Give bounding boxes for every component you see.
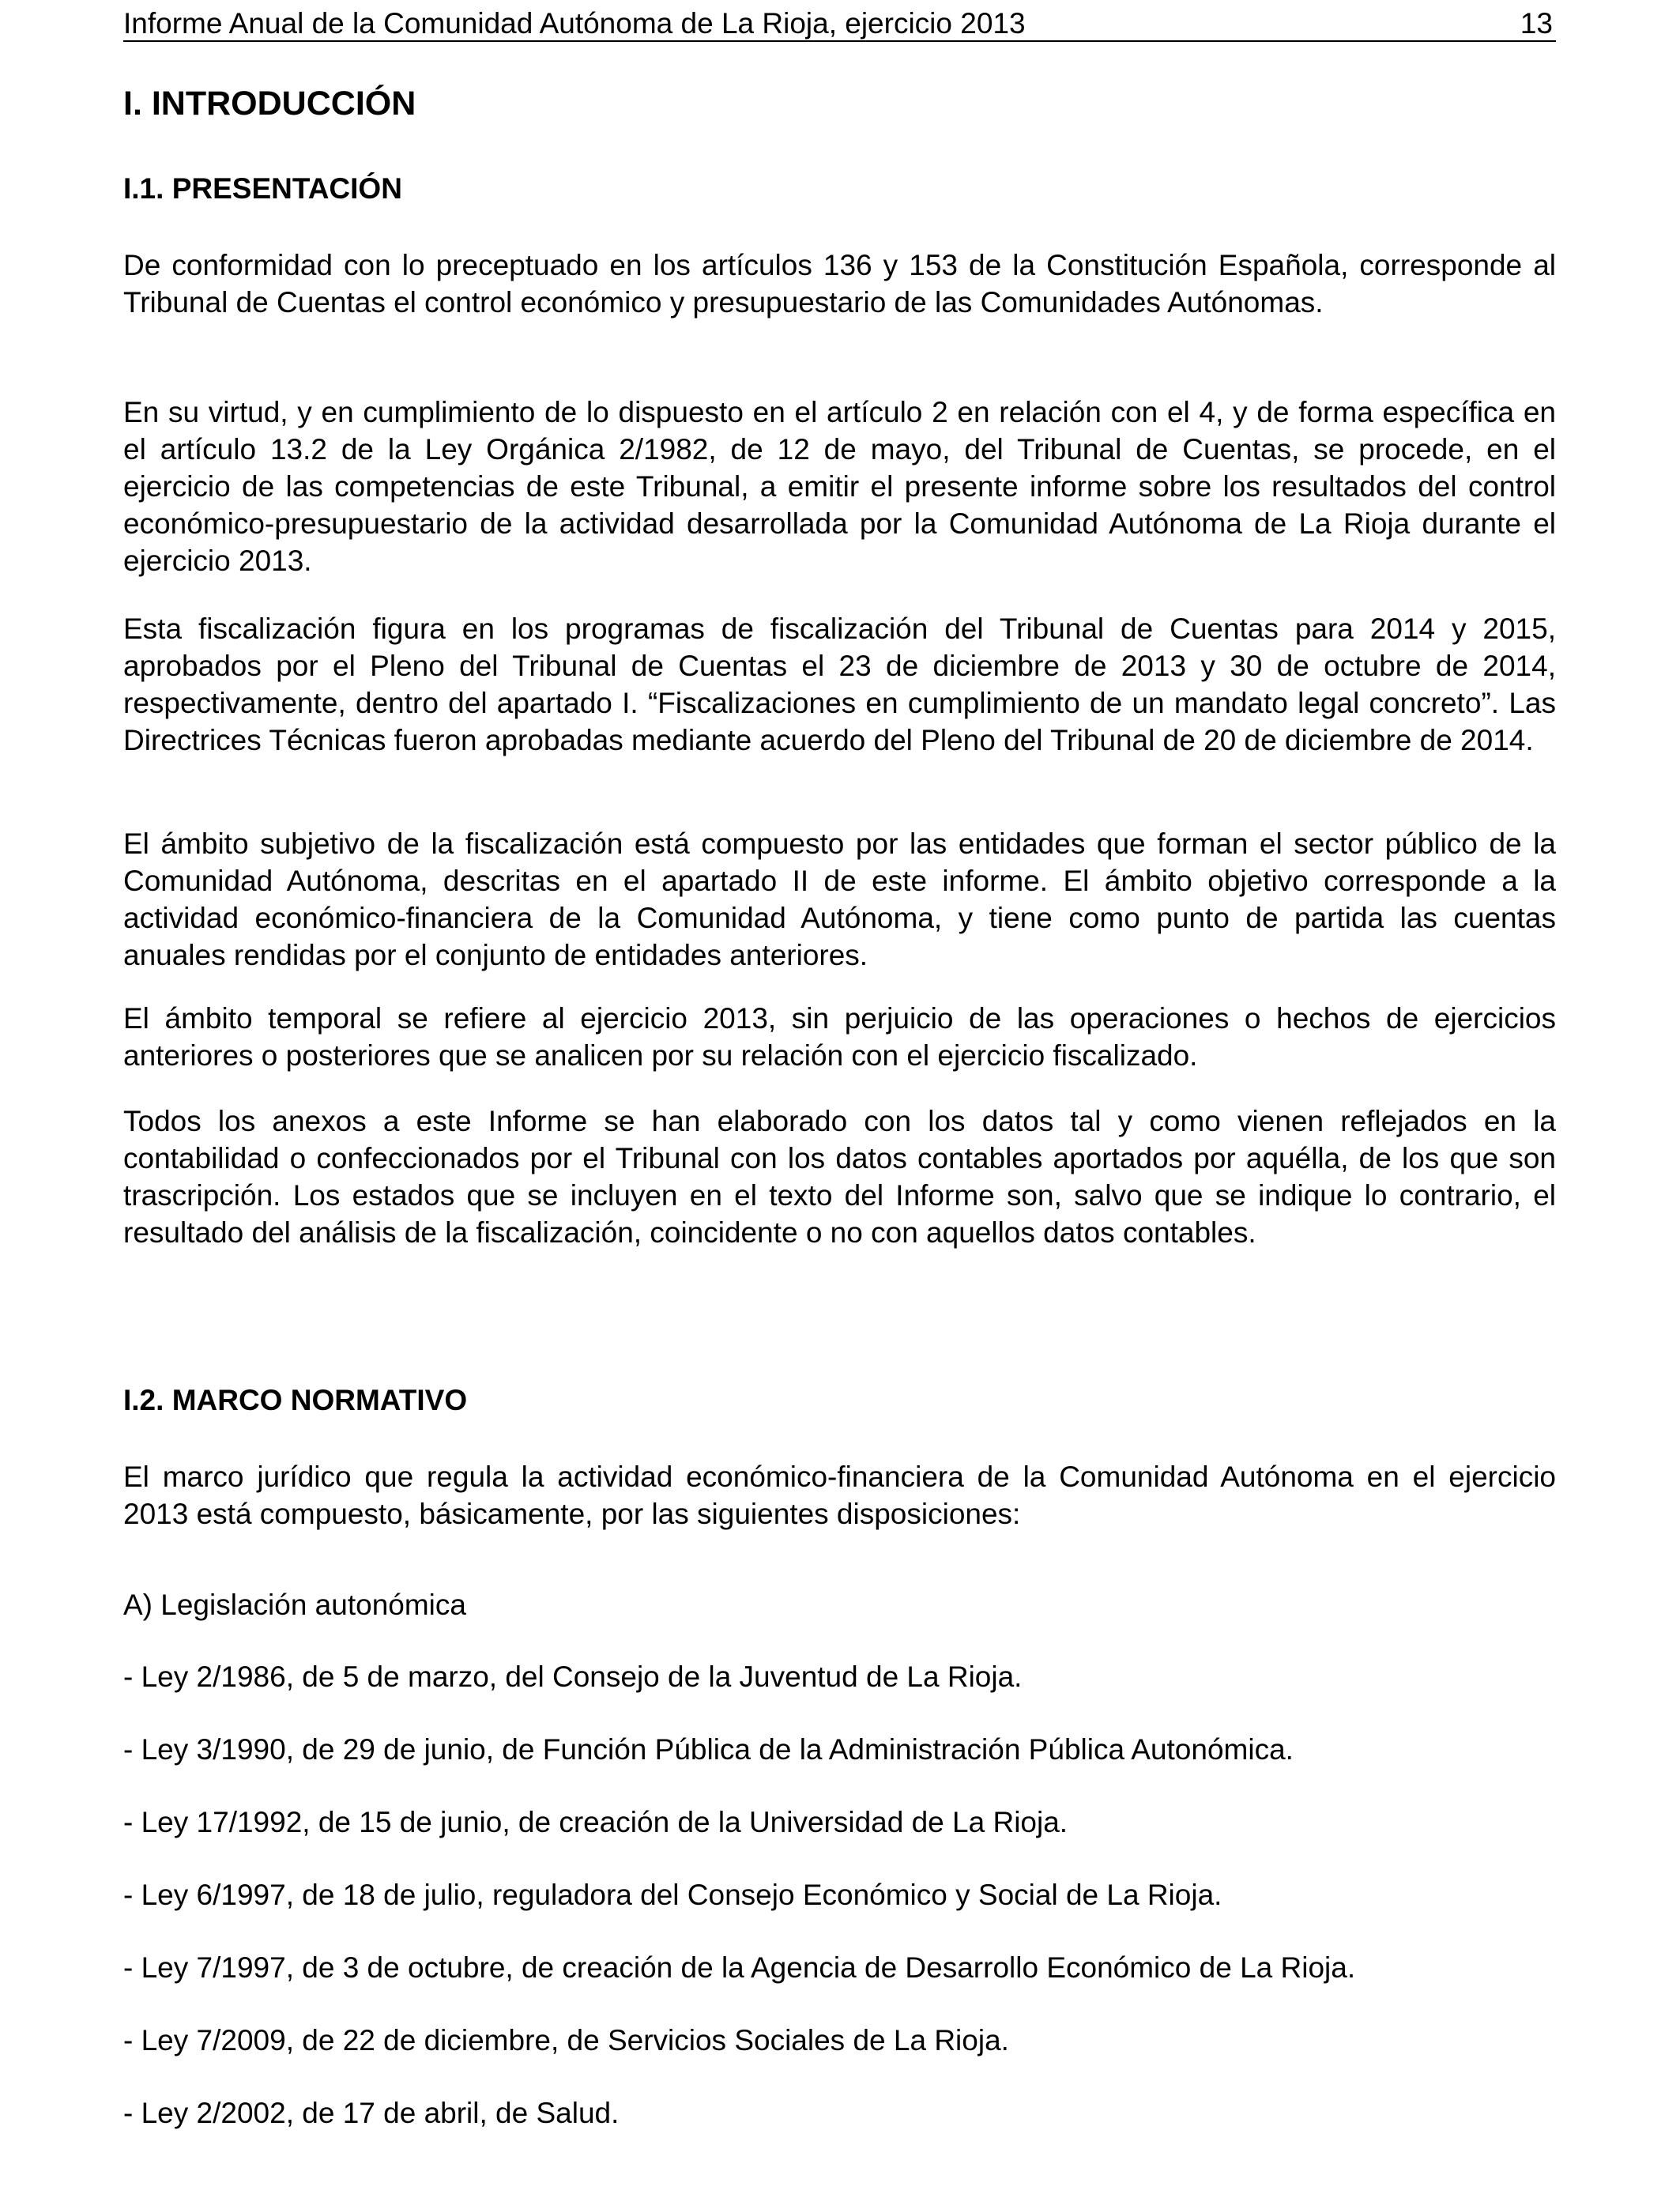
- list-item: - Ley 7/2009, de 22 de diciembre, de Servicios Sociales de La Rioja.: [123, 2024, 1009, 2056]
- subheading-legislacion-autonomica: A) Legislación autonómica: [123, 1589, 466, 1621]
- chapter-heading: I. INTRODUCCIÓN: [123, 85, 416, 123]
- paragraph-marco-intro: El marco jurídico que regula la actividad económico-financiera de la Comunidad Autónoma en el ejercicio 2013 está compuesto, básicamente, por las siguientes disposiciones:: [123, 1461, 1556, 1530]
- paragraph-1: De conformidad con lo preceptuado en los artículos 136 y 153 de la Constitución Española, corresponde al Tribunal de Cuentas el control económico y presupuestario de las Comunidades Autónomas.: [123, 249, 1556, 319]
- header-title: Informe Anual de la Comunidad Autónoma de La Rioja, ejercicio 2013: [123, 7, 1026, 40]
- list-item: - Ley 6/1997, de 18 de julio, reguladora del Consejo Económico y Social de La Rioja.: [123, 1879, 1222, 1911]
- paragraph-5: El ámbito temporal se refiere al ejercicio 2013, sin perjuicio de las operaciones o hechos de ejercicios anteriores o posteriores que se analicen por su relación con el ejercicio fiscalizado.: [123, 1002, 1556, 1072]
- paragraph-4: El ámbito subjetivo de la fiscalización está compuesto por las entidades que forman el sector público de la Comunidad Autónoma, descritas en el apartado II de este informe. El ámbito objetivo corresponde a la actividad económico-financiera de la Comunidad Autónoma, y tiene como punto de partida las cuentas anuales rendidas por el conjunto de entidades anteriores.: [123, 827, 1556, 971]
- list-item: - Ley 17/1992, de 15 de junio, de creación de la Universidad de La Rioja.: [123, 1806, 1068, 1838]
- paragraph-2: En su virtud, y en cumplimiento de lo dispuesto en el artículo 2 en relación con el 4, y de forma específica en el artículo 13.2 de la Ley Orgánica 2/1982, de 12 de mayo, del Tribunal de Cuentas, se procede, en el ejercicio de las competencias de este Tribunal, a emitir el presente informe sobre los resultados del control económico-presupuestario de la actividad desarrollada por la Comunidad Autónoma de La Rioja durante el ejercicio 2013.: [123, 396, 1556, 577]
- running-header: [123, 6, 1556, 42]
- page-number: 13: [1520, 7, 1553, 40]
- list-item: - Ley 3/1990, de 29 de junio, de Función Pública de la Administración Pública Autonómica.: [123, 1733, 1294, 1766]
- section-heading-presentacion: I.1. PRESENTACIÓN: [123, 172, 402, 205]
- paragraph-3: Esta fiscalización figura en los programas de fiscalización del Tribunal de Cuentas para 2014 y 2015, aprobados por el Pleno del Tribunal de Cuentas el 23 de diciembre de 2013 y 30 de octubre de 2014, respectivamente, dentro del apartado I. “Fiscalizaciones en cumplimiento de un mandato legal concreto”. Las Directrices Técnicas fueron aprobadas mediante acuerdo del Pleno del Tribunal de 20 de diciembre de 2014.: [123, 613, 1556, 756]
- section-heading-marco-normativo: I.2. MARCO NORMATIVO: [123, 1384, 468, 1416]
- list-item: - Ley 2/2002, de 17 de abril, de Salud.: [123, 2097, 620, 2129]
- paragraph-6: Todos los anexos a este Informe se han elaborado con los datos tal y como vienen reflejados en la contabilidad o confeccionados por el Tribunal con los datos contables aportados por aquélla, de los que son trascripción. Los estados que se incluyen en el texto del Informe son, salvo que se indique lo contrario, el resultado del análisis de la fiscalización, coincidente o no con aquellos datos contables.: [123, 1105, 1556, 1249]
- list-item: - Ley 7/1997, de 3 de octubre, de creación de la Agencia de Desarrollo Económico de La Rioja.: [123, 1951, 1356, 1984]
- list-item: - Ley 2/1986, de 5 de marzo, del Consejo de la Juventud de La Rioja.: [123, 1661, 1023, 1693]
